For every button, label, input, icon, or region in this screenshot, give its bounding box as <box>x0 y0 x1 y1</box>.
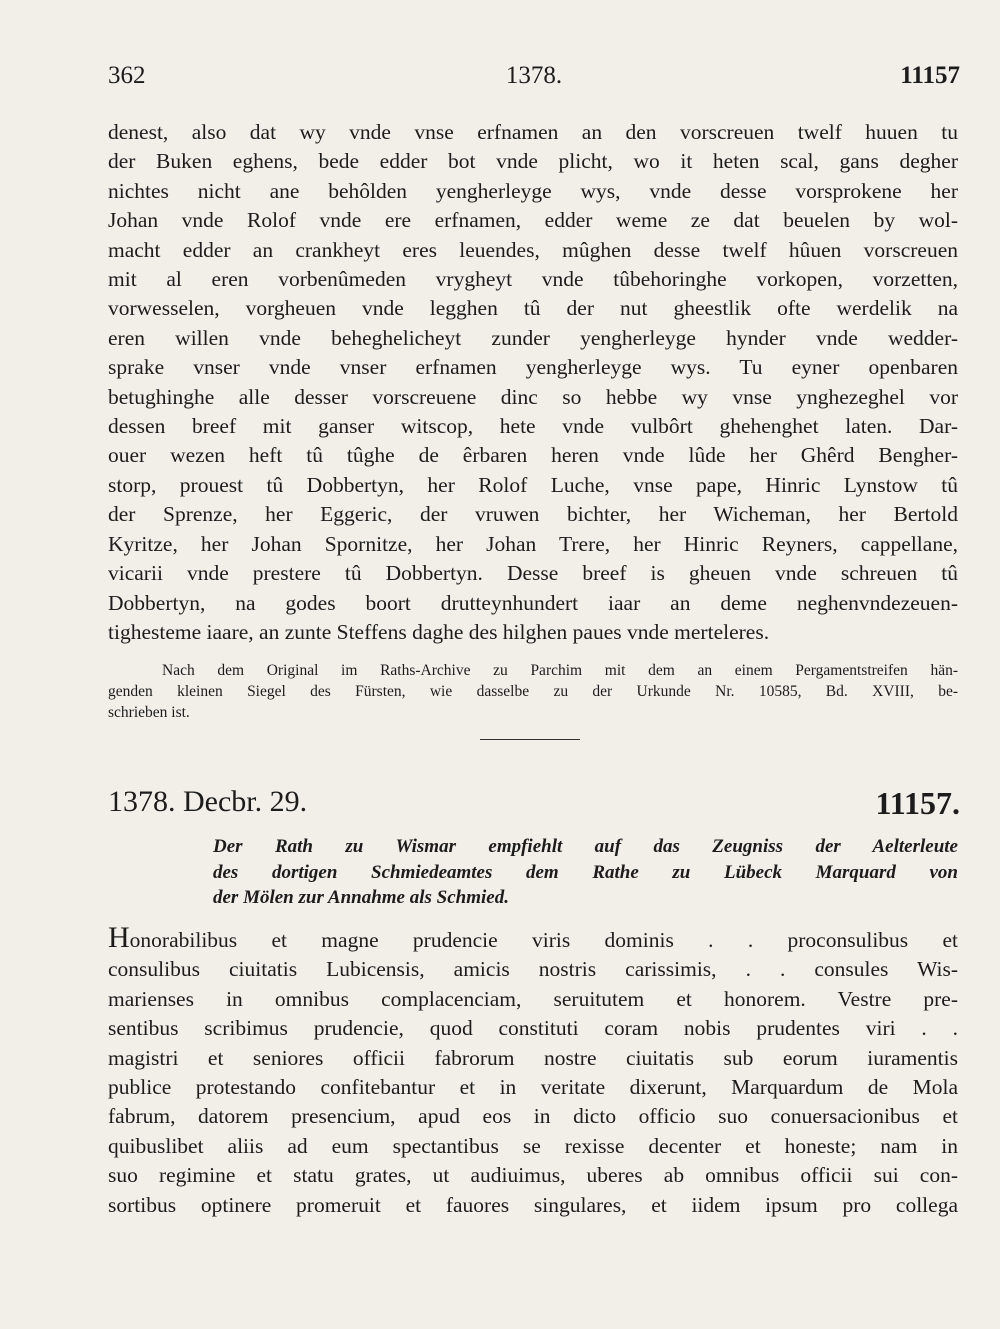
source-note <box>108 660 958 723</box>
page-number: 362 <box>108 62 146 89</box>
previous-document-text <box>108 118 958 647</box>
text-line: Dobbertyn, na godes boort drutteynhundert iaar an deme neghenvndezeuen- <box>108 590 958 615</box>
text-line: publice protestando confitebantur et in veritate dixerunt, Marquardum de Mola <box>108 1075 958 1100</box>
summary-line: des dortigen Schmiedeamtes dem Rathe zu Lübeck Marquard von <box>213 861 958 883</box>
summary-line: Der Rath zu Wismar empfiehlt auf das Zeugniss der Aelterleute <box>213 836 958 857</box>
text-line: denest, also dat wy vnde vnse erfnamen an den vorscreuen twelf huuen tu <box>108 120 958 144</box>
text-line: Johan vnde Rolof vnde ere erfnamen, edder weme ze dat beuelen by wol- <box>108 208 958 233</box>
text-line: tighesteme iaare, an zunte Steffens daghe des hilghen paues vnde merteleres. <box>108 619 770 644</box>
text-line: sprake vnser vnde vnser erfnamen yengherleyge wys. Tu eyner openbaren <box>108 355 958 380</box>
text-line: ouer wezen heft tû tûghe de êrbaren heren vnde lûde her Ghêrd Bengher- <box>108 443 958 468</box>
note-line: schrieben ist. <box>108 704 190 721</box>
running-head <box>108 62 960 92</box>
text-line: vicarii vnde prestere tû Dobbertyn. Desse breef is gheuen vnde schreuen tû <box>108 561 958 586</box>
text-line: marienses in omnibus complacenciam, seruitutem et honorem. Vestre pre- <box>108 986 958 1011</box>
document-number: 11157. <box>875 785 960 821</box>
running-head-year: 1378. <box>505 62 563 89</box>
text-line: macht edder an crankheyt eres leuendes, mûghen desse twelf hûuen vorscreuen <box>108 237 958 262</box>
text-line: magistri et seniores officii fabrorum nostre ciuitatis sub eorum iuramentis <box>108 1045 958 1070</box>
text-line: quibuslibet aliis ad eum spectantibus se rexisse decenter et honeste; nam in <box>108 1133 958 1158</box>
text-line: vorwesselen, vorgheuen vnde legghen tû der nut gheestlik ofte werdelik na <box>108 296 958 321</box>
text-line: betughinghe alle desser vorscreuene dinc so hebbe wy vnse ynghezeghel vor <box>108 384 958 409</box>
section-divider <box>480 739 580 740</box>
text-line: storp, prouest tû Dobbertyn, her Rolof Luche, vnse pape, Hinric Lynstow tû <box>108 472 958 497</box>
document-summary <box>213 834 958 911</box>
document-text <box>108 921 958 1220</box>
text-line: consulibus ciuitatis Lubicensis, amicis nostris carissimis, . . consules Wis- <box>108 957 958 982</box>
text-line: dessen breef mit ganser witscop, hete vnde vulbôrt ghehenghet laten. Dar- <box>108 414 958 439</box>
text-line: sentibus scribimus prudencie, quod constituti coram nobis prudentes viri . . <box>108 1016 958 1041</box>
text-line: fabrum, datorem presencium, apud eos in dicto officio suo conuersacionibus et <box>108 1104 958 1129</box>
document-date: 1378. Decbr. 29. <box>108 785 308 818</box>
text-line: mit al eren vorbenûmeden vrygheyt vnde tûbehoringhe vorkopen, vorzetten, <box>108 267 958 292</box>
text-line: eren willen vnde beheghelicheyt zunder yengherleyge hynder vnde wedder- <box>108 325 958 350</box>
document-heading <box>108 785 960 829</box>
text-line-rest: onorabilibus et magne prudencie viris dominis . . proconsulibus et <box>129 928 958 952</box>
text-line: der Buken eghens, bede edder bot vnde plicht, wo it heten scal, gans degher <box>108 149 958 174</box>
text-line: Kyritze, her Johan Spornitze, her Johan Trere, her Hinric Reyners, cappellane, <box>108 531 958 556</box>
text-line: der Sprenze, her Eggeric, der vruwen bichter, her Wicheman, her Bertold <box>108 502 958 527</box>
initial-letter: H <box>108 921 130 954</box>
note-line: genden kleinen Siegel des Fürsten, wie dasselbe zu der Urkunde Nr. 10585, Bd. XVIII, be- <box>108 683 958 700</box>
note-line: Nach dem Original im Raths-Archive zu Parchim mit dem an einem Pergamentstreifen hän- <box>162 662 958 679</box>
running-head-doc-number: 11157 <box>900 62 960 89</box>
text-line: suo regimine et statu grates, ut audiuimus, uberes ab omnibus officii sui con- <box>108 1163 958 1188</box>
text-line: nichtes nicht ane behôlden yengherleyge wys, vnde desse vorsprokene her <box>108 178 958 203</box>
text-line: sortibus optinere promeruit et fauores singulares, et iidem ipsum pro collega <box>108 1192 958 1217</box>
text-line <box>108 921 958 955</box>
summary-line: der Mölen zur Annahme als Schmied. <box>213 887 509 908</box>
